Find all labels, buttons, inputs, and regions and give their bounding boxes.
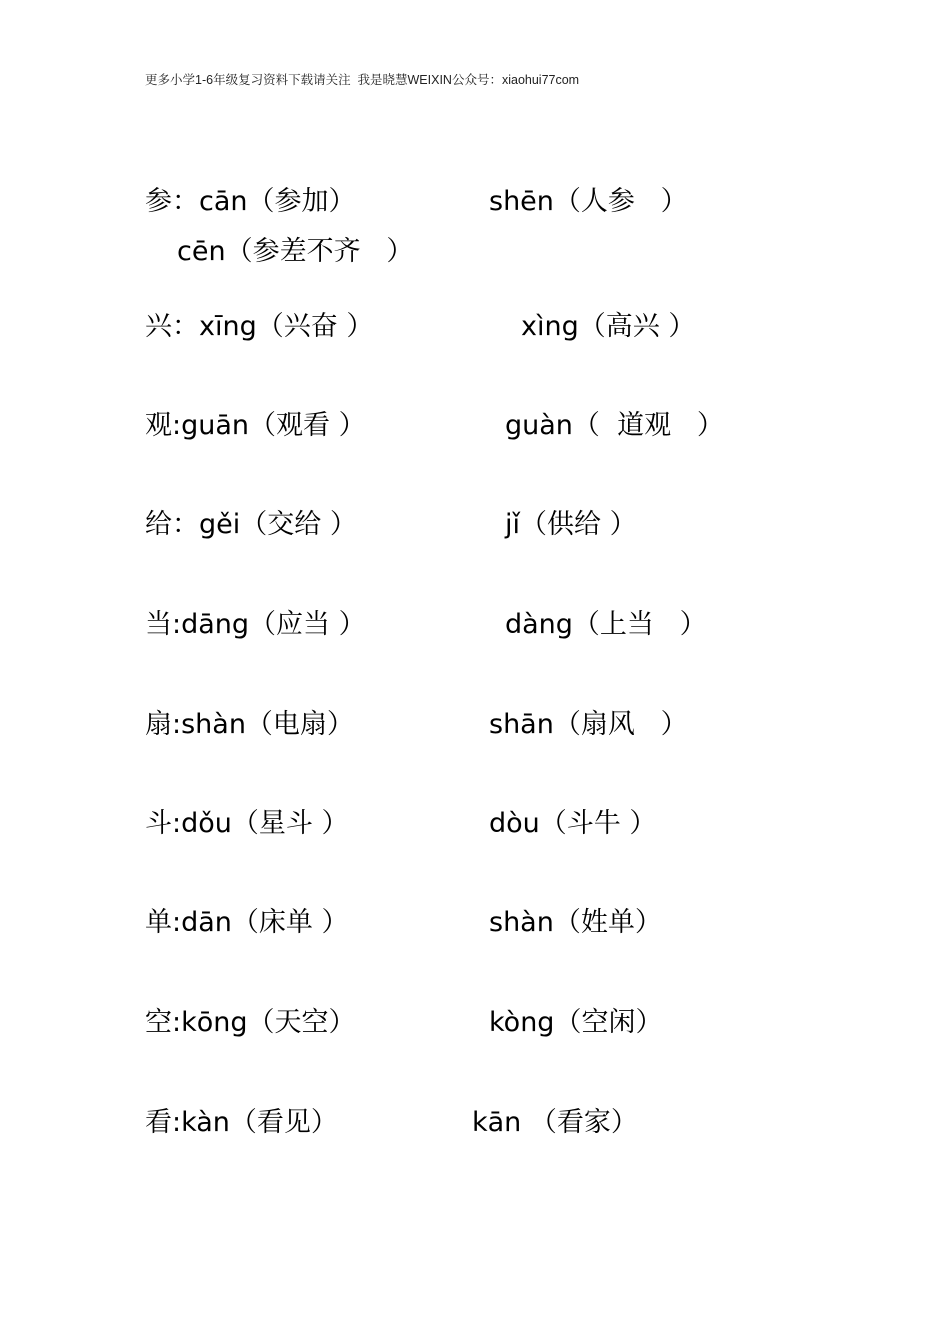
entry-dang-left: 当:dāng（应当 ） — [145, 609, 366, 640]
entry-dou-left: 斗:dǒu（星斗 ） — [145, 808, 349, 839]
entry-kan-left: 看:kàn（看见） — [145, 1107, 338, 1138]
entry-dang-right: dàng（上当 ） — [505, 609, 707, 640]
entry-guan-right: guàn（ 道观 ） — [505, 410, 724, 441]
entry-gei-right: jǐ（供给 ） — [505, 509, 637, 540]
entry-kan-right: kān （看家） — [472, 1107, 638, 1138]
entry-can-left: 参：cān（参加） — [145, 186, 356, 217]
entry-shan-right: shān（扇风 ） — [489, 709, 688, 740]
entry-guan-left: 观:guān（观看 ） — [145, 410, 366, 441]
entry-kong-left: 空:kōng（天空） — [145, 1007, 356, 1038]
entry-gei-left: 给：gěi（交给 ） — [145, 509, 357, 540]
entry-dan-left: 单:dān（床单 ） — [145, 907, 349, 938]
entry-can-extra: cēn（参差不齐 ） — [177, 236, 414, 267]
entry-kong-right: kòng（空闲） — [489, 1007, 663, 1038]
entry-xing-right: xìng（高兴 ） — [521, 311, 696, 342]
page-header: 更多小学1-6年级复习资料下载请关注 我是晓慧WEIXIN公众号：xiaohui77com — [145, 73, 580, 87]
entry-dan-right: shàn（姓单） — [489, 907, 662, 938]
entry-dou-right: dòu（斗牛 ） — [489, 808, 657, 839]
entry-shan-left: 扇:shàn（电扇） — [145, 709, 354, 740]
entry-xing-left: 兴：xīng（兴奋 ） — [145, 311, 374, 342]
entry-can-right: shēn（人参 ） — [489, 186, 688, 217]
